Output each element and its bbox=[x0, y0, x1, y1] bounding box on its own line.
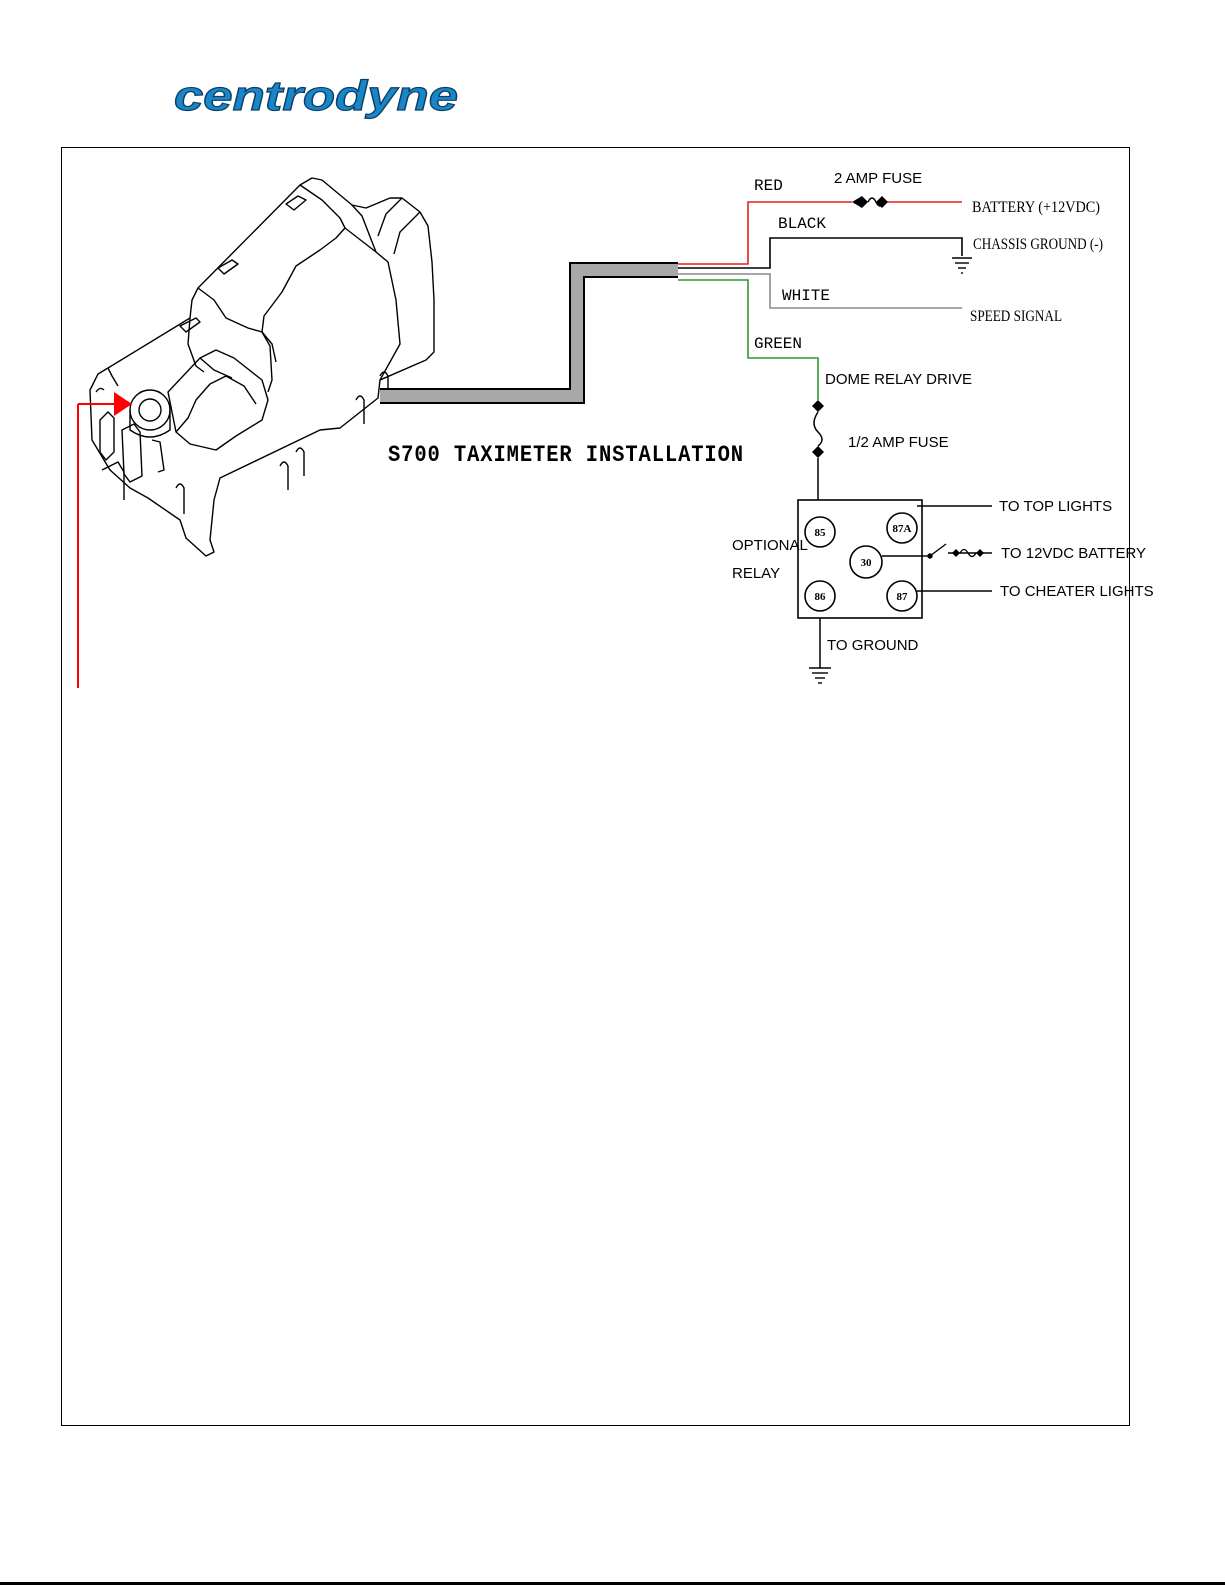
to-ground-label: TO GROUND bbox=[827, 637, 919, 654]
to-battery-label: TO 12VDC BATTERY bbox=[1001, 545, 1147, 562]
diagram-title: S700 TAXIMETER INSTALLATION bbox=[388, 442, 744, 468]
pin-85-label: 85 bbox=[814, 527, 826, 539]
relay-ground-icon bbox=[809, 668, 831, 683]
grey-cable bbox=[380, 270, 678, 396]
pin-87a-label: 87A bbox=[892, 523, 912, 535]
red-wire-label: RED bbox=[754, 177, 783, 195]
battery-fuse-icon bbox=[952, 549, 984, 557]
dome-relay-drive-label: DOME RELAY DRIVE bbox=[825, 371, 972, 388]
chassis-ground-label: CHASSIS GROUND (-) bbox=[973, 236, 1103, 253]
taximeter-device bbox=[90, 178, 434, 556]
battery-label: BATTERY (+12VDC) bbox=[972, 199, 1100, 216]
half-fuse-label: 1/2 AMP FUSE bbox=[848, 434, 949, 451]
fuse-2amp-icon bbox=[852, 196, 888, 208]
red-wire bbox=[678, 202, 852, 264]
relay-label-line2: RELAY bbox=[732, 565, 781, 582]
relay-label-line1: OPTIONAL bbox=[732, 537, 808, 554]
white-wire-label: WHITE bbox=[782, 287, 831, 305]
pin-87-label: 87 bbox=[896, 591, 908, 603]
to-top-lights-label: TO TOP LIGHTS bbox=[999, 498, 1113, 515]
switch-icon bbox=[922, 544, 946, 558]
black-wire-label: BLACK bbox=[778, 215, 827, 233]
chassis-ground-icon bbox=[952, 258, 972, 273]
to-cheater-lights-label: TO CHEATER LIGHTS bbox=[1000, 583, 1154, 600]
fuse-half-amp-icon bbox=[812, 400, 824, 500]
pin-86-label: 86 bbox=[814, 591, 826, 603]
green-wire-label: GREEN bbox=[754, 335, 803, 353]
speed-signal-label: SPEED SIGNAL bbox=[970, 308, 1062, 325]
pin-30-label: 30 bbox=[860, 557, 872, 569]
main-fuse-label: 2 AMP FUSE bbox=[834, 170, 923, 187]
red-arrow-pointer bbox=[78, 392, 132, 688]
logo-text: centrodyne bbox=[174, 74, 458, 119]
